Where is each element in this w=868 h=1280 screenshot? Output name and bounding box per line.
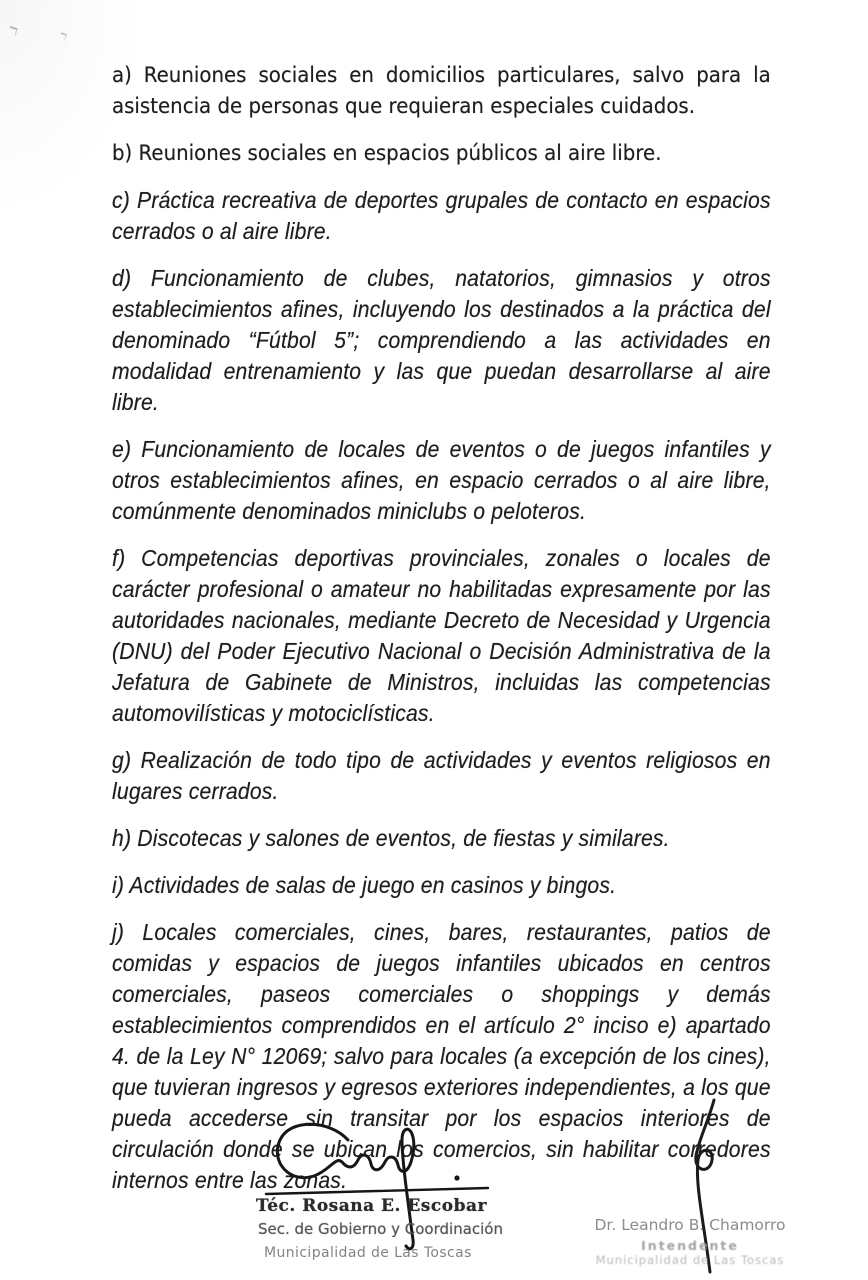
paragraph-h: h) Discotecas y salones de eventos, de fiestas y similares. (112, 825, 670, 851)
signatory-name: Dr. Leandro B. Chamorro (594, 1216, 786, 1234)
signatory-org: Municipalidad de Las Toscas (595, 1253, 785, 1267)
paragraph-e: e) Funcionamiento de locales de eventos o de juegos infantiles y otros establecimientos afines, en espacio cerrados o al aire libre, comúnmente denominados miniclubs o peloteros. (112, 436, 771, 524)
paragraph-j: j) Locales comerciales, cines, bares, restaurantes, patios de comidas y espacios de juegos infantiles ubicados en centros comerciales, paseos comerciales o shoppings y demás establecimientos comprendidos en el artículo 2° inciso e) apartado 4. de la Ley N° 12069; salvo para locales (a excepción de los cines), que tuvieran ingresos y egresos exteriores independientes, a los que pueda accederse sin transitar por los espacios interiores de circulación donde se ubican los comercios, sin habilitar corredores internos entre las zonas. (112, 919, 771, 1193)
paragraph-i: i) Actividades de salas de juego en casinos y bingos. (112, 872, 617, 898)
scan-artifact (59, 32, 67, 41)
signatory-title: Sec. de Gobierno y Coordinación (258, 1220, 503, 1238)
handwritten-signature-left (252, 1112, 502, 1262)
signatory-name: Téc. Rosana E. Escobar (256, 1196, 487, 1216)
paragraph-f: f) Competencias deportivas provinciales, zonales o locales de carácter profesional o amateur no habilitadas expresamente por las autoridades nacionales, mediante Decreto de Necesidad y Urgencia (DNU) del Poder Ejecutivo Nacional o Decisión Administrativa de la Jefatura de Gabinete de Ministros, incluidas las competencias automovilísticas y motociclísticas. (112, 545, 771, 726)
paragraph-b: b) Reuniones sociales en espacios públicos al aire libre. (112, 141, 662, 166)
signature-block-right (570, 1098, 830, 1273)
document-body (112, 60, 771, 1212)
paragraph-d: d) Funcionamiento de clubes, natatorios, gimnasios y otros establecimientos afines, incluyendo los destinados a la práctica del denominado “Fútbol 5”; comprendiendo a las actividades en modalidad entrenamiento y las que puedan desarrollarse al aire libre. (112, 265, 771, 415)
paragraph-c: c) Práctica recreativa de deportes grupales de contacto en espacios cerrados o al aire libre. (112, 187, 771, 244)
signatory-title: Intendente (641, 1238, 739, 1253)
paragraph-a: a) Reuniones sociales en domicilios particulares, salvo para la asistencia de personas que requieran especiales cuidados. (112, 63, 771, 119)
signatory-org: Municipalidad de Las Toscas (264, 1245, 472, 1261)
signature-block-left (252, 1112, 502, 1280)
scan-artifact (8, 26, 18, 35)
paragraph-g: g) Realización de todo tipo de actividades y eventos religiosos en lugares cerrados. (112, 747, 771, 804)
